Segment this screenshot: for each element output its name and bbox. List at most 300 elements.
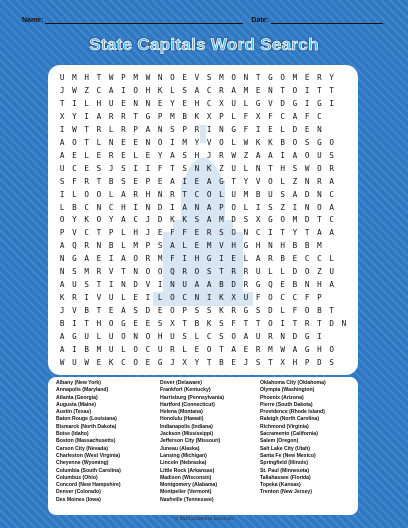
grid-letter: I	[329, 98, 334, 108]
grid-letter: V	[206, 137, 212, 147]
word-list-item: Montpelier (Vermont)	[160, 489, 212, 496]
grid-letter: B	[292, 241, 298, 251]
word-list-panel	[48, 377, 358, 515]
grid-letter: T	[268, 358, 273, 368]
grid-letter: U	[231, 163, 236, 173]
grid-letter: U	[157, 345, 163, 355]
grid-letter: I	[219, 254, 224, 264]
grid-letter: O	[133, 85, 138, 95]
grid-letter: E	[72, 150, 77, 160]
grid-letter: L	[84, 150, 89, 160]
grid-letter: S	[157, 241, 163, 251]
grid-letter: T	[182, 319, 187, 329]
grid-letter: U	[59, 163, 65, 173]
grid-letter	[338, 188, 350, 201]
grid-letter: U	[108, 98, 114, 108]
grid-letter: G	[231, 124, 236, 134]
grid-letter: N	[194, 202, 200, 212]
grid-letter: W	[243, 137, 249, 147]
grid-letter: H	[96, 98, 102, 108]
word-column-2	[160, 380, 224, 504]
grid-letter: H	[133, 228, 138, 238]
grid-letter: T	[304, 228, 310, 238]
grid-letter: Y	[108, 215, 114, 225]
grid-letter: F	[170, 228, 175, 238]
grid-letter: O	[133, 345, 138, 355]
grid-letter: H	[121, 202, 126, 212]
word-list-item: Columbia (South Carolina)	[56, 467, 121, 474]
grid-letter: F	[243, 124, 249, 134]
grid-letter: S	[219, 319, 224, 329]
grid-letter: V	[255, 176, 261, 186]
word-list-item: Raleigh (North Carolina)	[260, 416, 320, 423]
grid-letter: E	[133, 176, 138, 186]
grid-letter	[338, 110, 350, 123]
grid-letter: K	[84, 215, 89, 225]
grid-letter: H	[317, 345, 322, 355]
grid-letter: I	[280, 150, 285, 160]
grid-letter: G	[268, 72, 273, 82]
word-list-item: Santa Fe (New Mexico)	[260, 452, 316, 459]
grid-letter: A	[206, 202, 212, 212]
grid-letter: L	[170, 85, 175, 95]
word-list-item: Tallahassee (Florida)	[260, 474, 311, 481]
grid-letter: N	[96, 241, 102, 251]
grid-letter: X	[170, 319, 175, 329]
grid-letter: R	[255, 345, 261, 355]
grid-letter: U	[84, 332, 89, 342]
grid-letter: I	[145, 163, 151, 173]
grid-letter: X	[255, 215, 261, 225]
grid-letter: R	[170, 189, 175, 199]
name-line	[45, 16, 243, 24]
word-list-item: Lansing (Michigan)	[160, 452, 207, 459]
grid-letter: R	[329, 163, 334, 173]
word-list-item: Albany (New York)	[56, 380, 101, 386]
grid-letter: A	[231, 345, 236, 355]
grid-letter	[338, 356, 350, 369]
grid-letter: M	[219, 72, 224, 82]
word-list-item: Honolulu (Hawaii)	[160, 416, 204, 423]
word-list-item: Helena (Montana)	[160, 409, 203, 416]
grid-letter: I	[206, 124, 212, 134]
grid-letter: E	[292, 254, 298, 264]
grid-letter: A	[121, 215, 126, 225]
grid-letter: G	[268, 215, 273, 225]
grid-letter: O	[231, 72, 236, 82]
grid-letter: I	[157, 280, 163, 290]
word-column-3	[260, 380, 326, 497]
grid-letter: N	[268, 85, 273, 95]
grid-letter: L	[121, 345, 126, 355]
grid-letter: C	[133, 215, 138, 225]
grid-letter: P	[157, 111, 163, 121]
letter-grid	[56, 71, 350, 369]
grid-letter: N	[133, 98, 138, 108]
grid-letter: R	[96, 267, 102, 277]
grid-letter: E	[268, 124, 273, 134]
grid-letter: Z	[317, 267, 322, 277]
grid-letter: T	[96, 306, 102, 316]
grid-letter	[338, 201, 350, 214]
grid-letter	[338, 71, 350, 84]
grid-letter: S	[329, 150, 334, 160]
grid-letter: T	[329, 306, 334, 316]
grid-letter: T	[255, 72, 261, 82]
grid-letter: X	[219, 98, 224, 108]
grid-letter: O	[304, 267, 310, 277]
grid-letter: O	[292, 137, 298, 147]
grid-letter: T	[96, 72, 102, 82]
grid-letter: I	[182, 254, 187, 264]
grid-letter: A	[194, 280, 200, 290]
grid-letter: E	[133, 293, 138, 303]
grid-letter: A	[96, 111, 102, 121]
grid-letter: D	[292, 332, 298, 342]
grid-letter: Q	[268, 280, 273, 290]
grid-letter: S	[206, 267, 212, 277]
grid-letter: B	[219, 280, 224, 290]
grid-letter: K	[219, 306, 224, 316]
grid-letter: X	[182, 358, 187, 368]
grid-letter: B	[84, 306, 89, 316]
grid-letter: R	[231, 306, 236, 316]
grid-letter: C	[280, 293, 285, 303]
grid-letter: R	[206, 228, 212, 238]
word-list-item: Sacramento (California)	[260, 431, 318, 438]
grid-letter: L	[133, 150, 138, 160]
grid-letter: C	[304, 254, 310, 264]
grid-letter: C	[280, 111, 285, 121]
grid-letter: E	[231, 254, 236, 264]
grid-letter: E	[145, 319, 151, 329]
grid-letter	[338, 162, 350, 175]
grid-letter: X	[206, 111, 212, 121]
grid-letter: E	[231, 358, 236, 368]
grid-letter: N	[133, 267, 138, 277]
grid-letter: T	[84, 124, 89, 134]
grid-letter: S	[170, 124, 175, 134]
grid-letter: O	[280, 72, 285, 82]
grid-letter: C	[182, 293, 187, 303]
grid-letter: I	[255, 124, 261, 134]
grid-letter: T	[292, 319, 298, 329]
grid-letter: A	[121, 189, 126, 199]
grid-letter: M	[133, 241, 138, 251]
grid-letter: P	[304, 358, 310, 368]
grid-letter: R	[268, 332, 273, 342]
grid-letter: A	[206, 280, 212, 290]
grid-letter: F	[292, 306, 298, 316]
grid-letter: S	[133, 306, 138, 316]
grid-letter: C	[206, 332, 212, 342]
grid-letter: I	[170, 202, 175, 212]
grid-letter: E	[96, 358, 102, 368]
grid-letter: A	[292, 189, 298, 199]
grid-letter: L	[243, 202, 249, 212]
grid-letter: A	[329, 202, 334, 212]
grid-letter: M	[243, 189, 249, 199]
grid-letter: O	[231, 228, 236, 238]
grid-letter: L	[280, 267, 285, 277]
grid-letter: T	[206, 358, 212, 368]
grid-letter: A	[329, 280, 334, 290]
grid-letter: A	[317, 228, 322, 238]
word-list-item: Pierre (South Dakota)	[260, 401, 313, 408]
grid-letter: C	[329, 215, 334, 225]
grid-letter: C	[108, 202, 114, 212]
grid-letter: S	[329, 358, 334, 368]
grid-letter: C	[84, 202, 89, 212]
grid-letter: G	[243, 241, 249, 251]
grid-letter: L	[280, 124, 285, 134]
grid-letter: E	[194, 345, 200, 355]
grid-letter: I	[72, 98, 77, 108]
grid-letter: L	[108, 124, 114, 134]
grid-letter: B	[108, 176, 114, 186]
grid-letter: H	[280, 241, 285, 251]
grid-letter: O	[219, 137, 224, 147]
grid-letter: S	[182, 150, 187, 160]
grid-letter: G	[72, 254, 77, 264]
grid-letter: L	[96, 332, 102, 342]
word-list-item: Carson City (Nevada)	[56, 445, 108, 452]
grid-letter: U	[72, 280, 77, 290]
grid-letter: T	[170, 163, 175, 173]
grid-letter: R	[84, 176, 89, 186]
grid-letter: O	[170, 306, 175, 316]
grid-letter: D	[304, 189, 310, 199]
grid-letter: H	[194, 150, 200, 160]
grid-letter: S	[121, 163, 126, 173]
grid-letter: P	[182, 306, 187, 316]
word-list-item: Denver (Colorado)	[56, 489, 101, 496]
grid-letter: O	[268, 293, 273, 303]
grid-letter: T	[84, 319, 89, 329]
grid-letter: T	[96, 280, 102, 290]
grid-letter	[338, 214, 350, 227]
grid-letter: O	[121, 332, 126, 342]
grid-letter: B	[59, 319, 65, 329]
grid-letter: C	[255, 228, 261, 238]
grid-letter: E	[304, 124, 310, 134]
word-list-item: Columbus (Ohio)	[56, 474, 98, 481]
grid-letter: S	[268, 202, 273, 212]
grid-letter: I	[72, 319, 77, 329]
grid-letter: O	[108, 319, 114, 329]
grid-letter: C	[206, 98, 212, 108]
grid-letter: Y	[72, 215, 77, 225]
grid-letter: P	[145, 176, 151, 186]
grid-letter: U	[231, 98, 236, 108]
grid-letter: P	[133, 124, 138, 134]
grid-letter	[338, 252, 350, 265]
grid-letter: C	[194, 189, 200, 199]
grid-letter: R	[133, 189, 138, 199]
grid-letter: R	[121, 111, 126, 121]
grid-letter: O	[96, 189, 102, 199]
grid-letter: J	[59, 85, 65, 95]
grid-letter: Z	[219, 163, 224, 173]
grid-letter: P	[219, 111, 224, 121]
grid-letter: O	[231, 332, 236, 342]
grid-letter: G	[292, 98, 298, 108]
grid-letter: D	[329, 319, 334, 329]
grid-letter: S	[182, 332, 187, 342]
grid-letter: H	[255, 241, 261, 251]
grid-letter: I	[59, 189, 65, 199]
grid-letter: L	[59, 202, 65, 212]
grid-letter: T	[280, 228, 285, 238]
grid-letter: A	[170, 176, 175, 186]
grid-letter: V	[194, 72, 200, 82]
grid-letter: A	[292, 345, 298, 355]
grid-letter: D	[317, 358, 322, 368]
grid-letter: F	[72, 176, 77, 186]
grid-letter: G	[206, 254, 212, 264]
grid-letter: I	[59, 124, 65, 134]
grid-letter: E	[280, 280, 285, 290]
grid-letter: A	[255, 254, 261, 264]
grid-letter: L	[72, 189, 77, 199]
grid-letter: N	[280, 332, 285, 342]
word-list-item: Olympia (Washington)	[260, 387, 315, 394]
grid-letter: K	[219, 293, 224, 303]
grid-letter: D	[292, 124, 298, 134]
grid-letter: N	[317, 124, 322, 134]
grid-letter: M	[292, 215, 298, 225]
grid-letter: U	[317, 150, 322, 160]
grid-letter: G	[255, 280, 261, 290]
grid-letter: Y	[194, 137, 200, 147]
grid-letter: E	[96, 254, 102, 264]
word-list-item: Little Rock (Arkansas)	[160, 467, 215, 474]
grid-letter: K	[108, 358, 114, 368]
grid-letter: I	[84, 293, 89, 303]
grid-letter: O	[329, 137, 334, 147]
grid-letter: V	[72, 228, 77, 238]
grid-letter: T	[280, 85, 285, 95]
grid-letter: O	[304, 306, 310, 316]
grid-letter: R	[170, 345, 175, 355]
grid-letter: R	[304, 319, 310, 329]
grid-letter: N	[255, 163, 261, 173]
grid-letter: W	[145, 72, 151, 82]
grid-letter: L	[231, 111, 236, 121]
grid-letter: L	[280, 176, 285, 186]
word-list-item: Montgomery (Alabama)	[160, 482, 218, 489]
grid-letter: S	[304, 137, 310, 147]
grid-letter: N	[304, 202, 310, 212]
grid-letter: A	[292, 111, 298, 121]
grid-letter: A	[329, 176, 334, 186]
grid-letter: M	[157, 254, 163, 264]
grid-letter: Z	[243, 150, 249, 160]
grid-letter: S	[59, 176, 65, 186]
grid-letter: S	[255, 358, 261, 368]
grid-letter: T	[255, 319, 261, 329]
grid-letter: M	[317, 241, 322, 251]
word-list-item: Juneau (Alaska)	[160, 445, 200, 452]
grid-letter: Y	[329, 72, 334, 82]
grid-letter: A	[59, 332, 65, 342]
grid-letter: J	[206, 150, 212, 160]
grid-letter: E	[255, 85, 261, 95]
grid-letter: D	[145, 306, 151, 316]
grid-letter	[338, 175, 350, 188]
grid-letter: O	[329, 345, 334, 355]
grid-letter: F	[182, 228, 187, 238]
grid-letter: G	[304, 332, 310, 342]
grid-letter: L	[268, 267, 273, 277]
grid-letter: Y	[292, 228, 298, 238]
grid-letter	[338, 84, 350, 97]
grid-letter: K	[59, 293, 65, 303]
grid-letter: D	[304, 215, 310, 225]
word-list-item: Boise (Idaho)	[56, 431, 89, 438]
grid-letter: I	[182, 176, 187, 186]
grid-letter: W	[72, 85, 77, 95]
grid-letter: L	[121, 241, 126, 251]
word-list-item: Salem (Oregon)	[260, 438, 299, 445]
grid-letter: L	[219, 189, 224, 199]
grid-letter: E	[243, 345, 249, 355]
grid-letter: E	[157, 98, 163, 108]
grid-letter: I	[304, 85, 310, 95]
grid-letter: C	[206, 85, 212, 95]
grid-letter: N	[145, 137, 151, 147]
grid-letter	[338, 136, 350, 149]
grid-letter: D	[280, 98, 285, 108]
date-label: Date:	[251, 16, 269, 24]
grid-letter: S	[84, 280, 89, 290]
grid-letter: T	[317, 215, 322, 225]
grid-letter: H	[194, 254, 200, 264]
grid-letter: W	[72, 124, 77, 134]
grid-letter: M	[292, 72, 298, 82]
grid-letter: V	[145, 280, 151, 290]
grid-letter: A	[292, 150, 298, 160]
grid-letter: C	[329, 189, 334, 199]
word-list-item: Indianapolis (Indiana)	[160, 423, 213, 430]
grid-letter: K	[194, 111, 200, 121]
grid-letter: S	[206, 306, 212, 316]
grid-letter: R	[194, 124, 200, 134]
grid-letter: D	[268, 306, 273, 316]
grid-letter: Q	[72, 241, 77, 251]
grid-letter: G	[317, 98, 322, 108]
grid-letter: N	[133, 332, 138, 342]
grid-letter: A	[182, 202, 187, 212]
grid-letter	[326, 110, 338, 123]
word-list-item: Phoenix (Arizona)	[260, 394, 304, 401]
grid-letter: C	[292, 293, 298, 303]
grid-letter: T	[219, 345, 224, 355]
grid-letter: T	[219, 267, 224, 277]
word-list-item: Boston (Massachusetts)	[56, 438, 116, 445]
grid-letter: G	[317, 137, 322, 147]
grid-letter: M	[268, 345, 273, 355]
grid-letter: O	[145, 332, 151, 342]
grid-letter: C	[96, 85, 102, 95]
grid-letter: O	[317, 163, 322, 173]
grid-letter: N	[121, 280, 126, 290]
grid-letter: F	[170, 254, 175, 264]
grid-letter: B	[280, 137, 285, 147]
word-list-item: Frankfort (Kentucky)	[160, 387, 211, 394]
grid-letter	[338, 97, 350, 110]
word-list-item: Nashville (Tennessee)	[160, 496, 214, 503]
